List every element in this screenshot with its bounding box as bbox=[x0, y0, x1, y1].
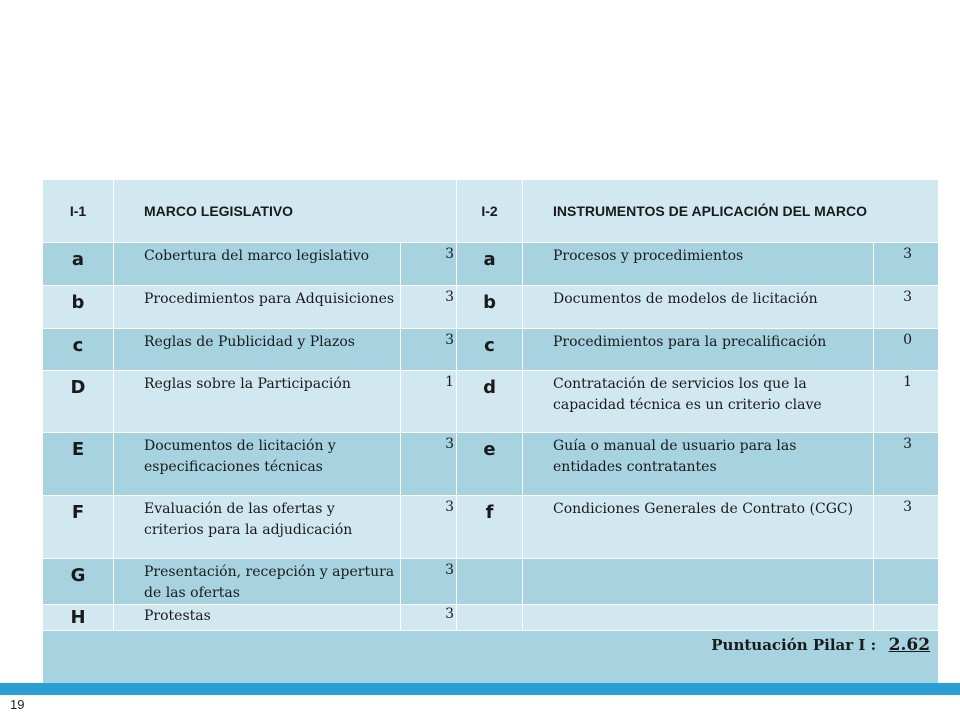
right-score bbox=[874, 559, 939, 605]
table-row bbox=[43, 243, 939, 286]
right-letter: a bbox=[457, 243, 523, 286]
right-letter: e bbox=[457, 433, 523, 496]
table-row bbox=[43, 286, 939, 329]
right-score: 3 bbox=[874, 496, 939, 559]
right-description: Contratación de servicios los que la capacidad técnica es un criterio clave bbox=[523, 371, 874, 433]
left-letter: H bbox=[43, 605, 114, 631]
left-indicator-id: I-1 bbox=[43, 180, 114, 243]
right-letter bbox=[457, 605, 523, 631]
left-letter: E bbox=[43, 433, 114, 496]
total-value: 2.62 bbox=[888, 635, 931, 655]
left-description: Cobertura del marco legislativo bbox=[114, 243, 401, 286]
table-row bbox=[43, 433, 939, 496]
left-score: 3 bbox=[401, 605, 457, 631]
right-description: Procesos y procedimientos bbox=[523, 243, 874, 286]
right-description bbox=[523, 605, 874, 631]
left-letter: c bbox=[43, 329, 114, 371]
left-description: Documentos de licitación y especificaciones técnicas bbox=[114, 433, 401, 496]
table-header-row bbox=[43, 180, 939, 243]
right-score: 3 bbox=[874, 286, 939, 329]
right-indicator-title: INSTRUMENTOS DE APLICACIÓN DEL MARCO bbox=[523, 180, 939, 243]
left-letter: b bbox=[43, 286, 114, 329]
right-letter: c bbox=[457, 329, 523, 371]
right-score bbox=[874, 605, 939, 631]
total-cell bbox=[43, 631, 939, 686]
right-letter: f bbox=[457, 496, 523, 559]
right-description: Procedimientos para la precalificación bbox=[523, 329, 874, 371]
page-number: 19 bbox=[10, 697, 25, 712]
table-row bbox=[43, 559, 939, 605]
right-description bbox=[523, 559, 874, 605]
right-description: Documentos de modelos de licitación bbox=[523, 286, 874, 329]
right-letter: d bbox=[457, 371, 523, 433]
left-indicator-title: MARCO LEGISLATIVO bbox=[114, 180, 457, 243]
table-row bbox=[43, 371, 939, 433]
left-score: 3 bbox=[401, 286, 457, 329]
footer-accent-bar bbox=[0, 683, 960, 695]
left-letter: G bbox=[43, 559, 114, 605]
table-row bbox=[43, 605, 939, 631]
right-description: Condiciones Generales de Contrato (CGC) bbox=[523, 496, 874, 559]
right-indicator-id: I-2 bbox=[457, 180, 523, 243]
left-score: 3 bbox=[401, 243, 457, 286]
left-description: Procedimientos para Adquisiciones bbox=[114, 286, 401, 329]
left-letter: F bbox=[43, 496, 114, 559]
left-description: Evaluación de las ofertas y criterios para la adjudicación bbox=[114, 496, 401, 559]
left-letter: D bbox=[43, 371, 114, 433]
left-score: 3 bbox=[401, 329, 457, 371]
left-score: 1 bbox=[401, 371, 457, 433]
right-score: 1 bbox=[874, 371, 939, 433]
table-row bbox=[43, 496, 939, 559]
right-score: 0 bbox=[874, 329, 939, 371]
right-letter bbox=[457, 559, 523, 605]
left-description: Protestas bbox=[114, 605, 401, 631]
left-score: 3 bbox=[401, 433, 457, 496]
left-score: 3 bbox=[401, 496, 457, 559]
right-score: 3 bbox=[874, 433, 939, 496]
table-row bbox=[43, 329, 939, 371]
left-description: Reglas de Publicidad y Plazos bbox=[114, 329, 401, 371]
left-description: Presentación, recepción y apertura de las ofertas bbox=[114, 559, 401, 605]
left-score: 3 bbox=[401, 559, 457, 605]
right-letter: b bbox=[457, 286, 523, 329]
total-row bbox=[43, 631, 939, 686]
right-score: 3 bbox=[874, 243, 939, 286]
total-label: Puntuación Pilar I : bbox=[711, 636, 877, 654]
left-description: Reglas sobre la Participación bbox=[114, 371, 401, 433]
pillar-score-table bbox=[42, 179, 939, 686]
left-letter: a bbox=[43, 243, 114, 286]
right-description: Guía o manual de usuario para las entidades contratantes bbox=[523, 433, 874, 496]
